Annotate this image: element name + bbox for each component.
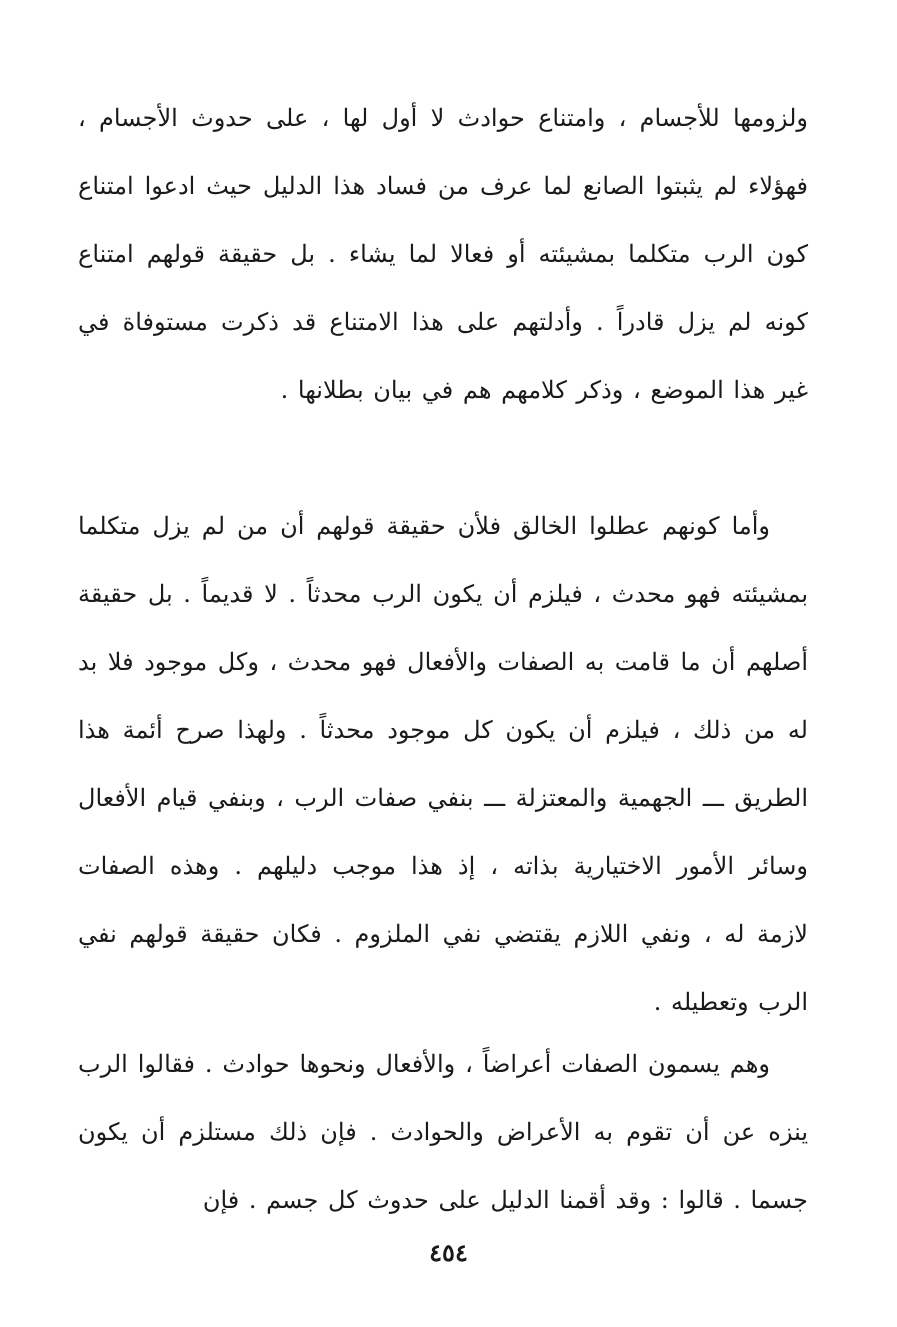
paragraph-2-block <box>78 492 808 1036</box>
paragraph-3-block <box>78 1030 808 1234</box>
paragraph-3: وهم يسمون الصفات أعراضاً ، والأفعال ونحوها حوادث . فقالوا الرب ينزه عن أن تقوم به الأعراض والحوادث . فإن ذلك مستلزم أن يكون جسما . قالوا : وقد أقمنا الدليل على حدوث كل جسم . فإن <box>78 1050 808 1214</box>
paragraph-1-block <box>78 84 808 424</box>
page-number: ٤٥٤ <box>429 1238 468 1267</box>
paragraph-2: وأما كونهم عطلوا الخالق فلأن حقيقة قولهم أن من لم يزل متكلما بمشيئته فهو محدث ، فيلزم أن يكون الرب محدثاً . لا قديماً . بل حقيقة أصلهم أن ما قامت به الصفات والأفعال فهو محدث ، وكل موجود فلا بد له من ذلك ، فيلزم أن يكون كل موجود محدثاً . ولهذا صرح أئمة هذا الطريق ـــ الجهمية والمعتزلة ـــ بنفي صفات الرب ، وبنفي قيام الأفعال وسائر الأمور الاختيارية بذاته ، إذ هذا موجب دليلهم . وهذه الصفات لازمة له ، ونفي اللازم يقتضي نفي الملزوم . فكان حقيقة قولهم نفي الرب وتعطيله . <box>78 512 809 1016</box>
paragraph-1: ولزومها للأجسام ، وامتناع حوادث لا أول لها ، على حدوث الأجسام ، فهؤلاء لم يثبتوا الصانع لما عرف من فساد هذا الدليل حيث ادعوا امتناع كون الرب متكلما بمشيئته أو فعالا لما يشاء . بل حقيقة قولهم امتناع كونه لم يزل قادراً . وأدلتهم على هذا الامتناع قد ذكرت مستوفاة في غير هذا الموضع ، وذكر كلامهم هم في بيان بطلانها . <box>78 104 808 404</box>
